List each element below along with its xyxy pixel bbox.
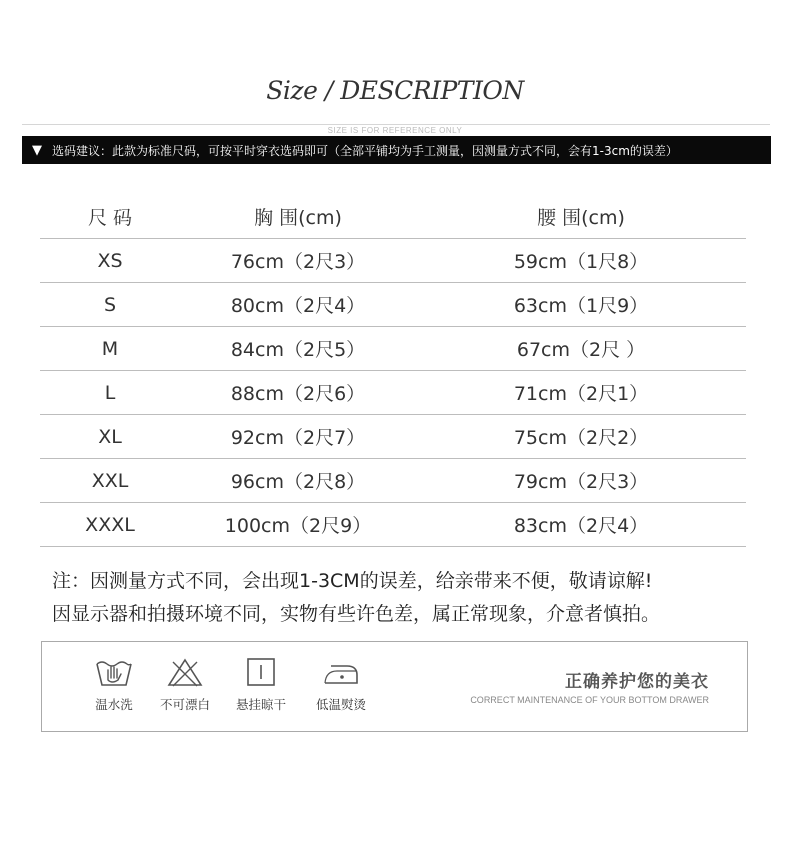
size-cell: XL: [98, 425, 122, 448]
bust-cell: 100cm（2尺9）: [224, 515, 372, 537]
bust-cell: 88cm（2尺6）: [230, 383, 366, 405]
table-row: [40, 458, 746, 502]
table-row: [40, 238, 746, 282]
waist-cell: 75cm（2尺2）: [513, 427, 649, 449]
bust-cell: 84cm（2尺5）: [230, 339, 366, 361]
size-cell: XXL: [91, 469, 129, 492]
size-cell: XS: [97, 249, 123, 272]
size-table: [40, 195, 746, 547]
table-row: [40, 370, 746, 414]
care-item-low-iron: [316, 656, 366, 713]
subtitle-text: SIZE IS FOR REFERENCE ONLY: [322, 126, 469, 135]
waist-cell: 67cm（2尺 ）: [516, 339, 646, 361]
size-advice-banner: [22, 136, 771, 164]
color-note: 因显示器和拍摄环境不同，实物有些许色差，属正常现象，介意者慎拍。: [52, 603, 661, 625]
header-size: 尺 码: [87, 207, 133, 229]
care-label: 低温熨烫: [316, 697, 367, 712]
waist-cell: 71cm（2尺1）: [513, 383, 649, 405]
down-triangle-icon: ▼: [32, 142, 42, 158]
waist-cell: 63cm（1尺9）: [513, 295, 649, 317]
subtitle: [0, 118, 790, 137]
size-cell: XXXL: [85, 513, 135, 536]
waist-cell: 59cm（1尺8）: [513, 251, 649, 273]
bust-cell: 92cm（2尺7）: [230, 427, 366, 449]
measurement-note: 注：因测量方式不同，会出现1-3CM的误差，给亲带来不便，敬请谅解!: [52, 570, 653, 592]
waist-cell: 83cm（2尺4）: [513, 515, 649, 537]
size-advice-text: 选码建议：此款为标准尺码，可按平时穿衣选码即可（全部平铺均为手工测量，因测量方式不同，会有1-3cm的误差）: [52, 143, 678, 158]
low-iron-icon: [319, 656, 363, 688]
table-row: [40, 326, 746, 370]
page-title: Size / DESCRIPTION: [266, 76, 524, 105]
no-bleach-icon: [165, 656, 205, 688]
table-row: [40, 414, 746, 458]
care-label: 温水洗: [95, 697, 133, 712]
care-instructions: [41, 641, 748, 732]
care-item-hand-wash: [94, 656, 134, 713]
bust-cell: 80cm（2尺4）: [230, 295, 366, 317]
header-waist: 腰 围(cm): [537, 207, 625, 229]
size-cell: L: [104, 381, 116, 404]
table-header-row: [40, 195, 746, 238]
header-bust: 胸 围(cm): [254, 207, 342, 229]
care-subheading: CORRECT MAINTENANCE OF YOUR BOTTOM DRAWER: [470, 695, 709, 705]
hang-dry-icon: [241, 656, 281, 688]
size-cell: S: [103, 293, 117, 316]
bust-cell: 96cm（2尺8）: [230, 471, 366, 493]
care-item-hang-dry: [236, 656, 286, 713]
hand-wash-icon: [94, 656, 134, 688]
care-item-no-bleach: [160, 656, 210, 713]
table-row: [40, 282, 746, 326]
bust-cell: 76cm（2尺3）: [230, 251, 366, 273]
care-label: 不可漂白: [160, 697, 211, 712]
table-row: [40, 502, 746, 547]
care-label: 悬挂晾干: [236, 697, 287, 712]
size-cell: M: [101, 337, 119, 360]
waist-cell: 79cm（2尺3）: [513, 471, 649, 493]
care-heading: 正确养护您的美衣: [565, 672, 709, 692]
